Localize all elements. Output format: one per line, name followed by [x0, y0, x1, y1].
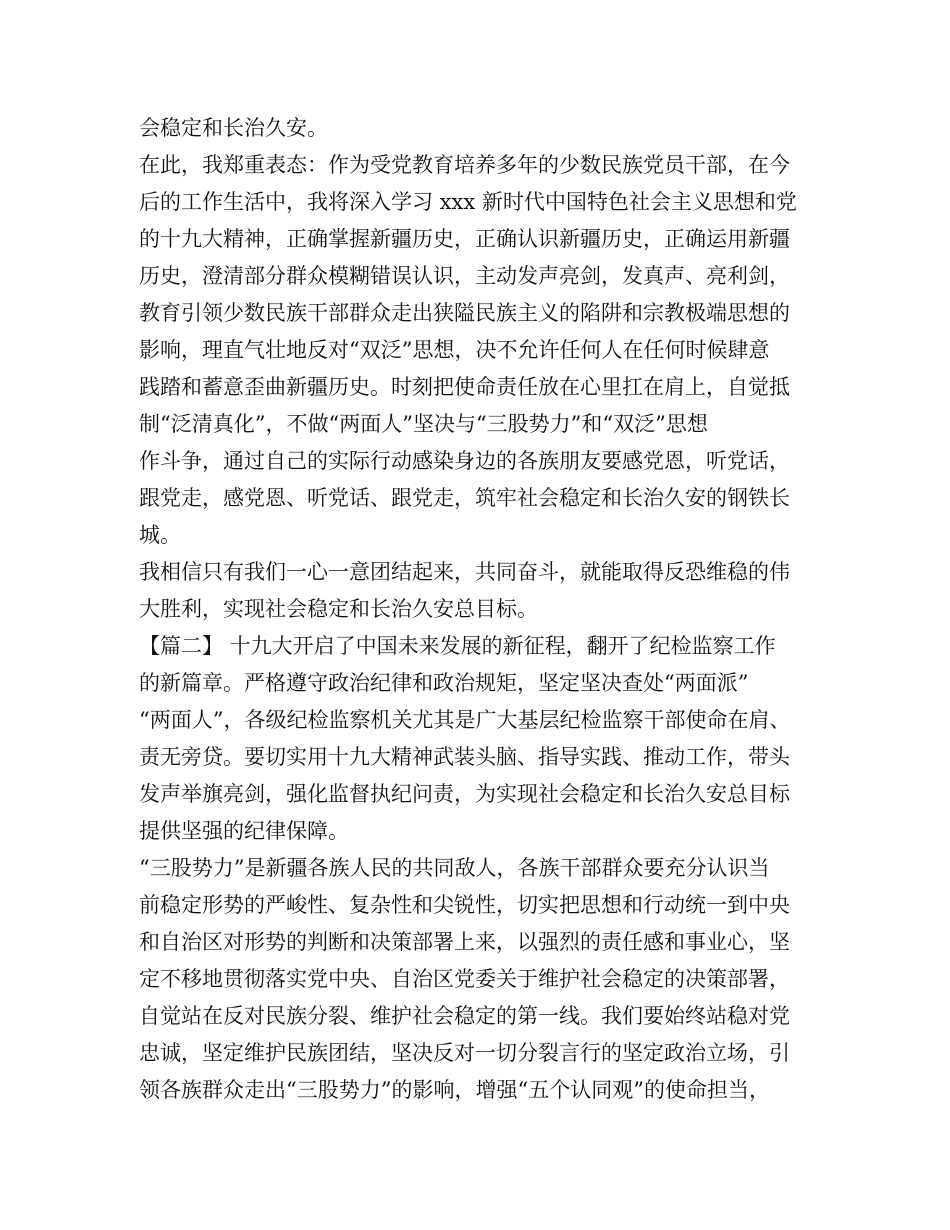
text-line: 我相信只有我们一心一意团结起来，共同奋斗，就能取得反恐维稳的伟 — [139, 560, 790, 584]
text-line: 制“泛清真化”，不做“两面人”坚决与“三股势力”和“双泛”思想 — [139, 412, 708, 436]
text-line: 和自治区对形势的判断和决策部署上来，以强烈的责任感和事业心，坚 — [139, 930, 790, 954]
text-line: 跟党走，感党恩、听党话、跟党走，筑牢社会稳定和长治久安的钢铁长 — [139, 486, 790, 510]
body-text — [139, 110, 829, 1109]
text-line: 的十九大精神，正确掌握新疆历史，正确认识新疆历史，正确运用新疆 — [139, 227, 790, 251]
section-heading-line: 【篇二】 十九大开启了中国未来发展的新征程，翻开了纪检监察工作 — [139, 634, 776, 658]
text-line: 后的工作生活中，我将深入学习 xxx 新时代中国特色社会主义思想和党 — [139, 190, 797, 214]
text-line: 发声举旗亮剑，强化监督执纪问责，为实现社会稳定和长治久安总目标 — [139, 782, 790, 806]
text-line: 教育引领少数民族干部群众走出狭隘民族主义的陷阱和宗教极端思想的 — [139, 301, 790, 325]
text-line: 责无旁贷。要切实用十九大精神武装头脑、指导实践、推动工作，带头 — [139, 745, 790, 769]
text-line: 提供坚强的纪律保障。 — [139, 819, 349, 843]
text-line: 前稳定形势的严峻性、复杂性和尖锐性，切实把思想和行动统一到中央 — [139, 893, 790, 917]
text-line: 践踏和蓄意歪曲新疆历史。时刻把使命责任放在心里扛在肩上，自觉抵 — [139, 375, 790, 399]
text-line: 影响，理直气壮地反对“双泛”思想，决不允许任何人在任何时候肆意 — [139, 338, 770, 362]
text-line: 在此，我郑重表态：作为受党教育培养多年的少数民族党员干部，在今 — [139, 153, 790, 177]
text-line: 会稳定和长治久安。 — [139, 116, 328, 140]
text-line: 自觉站在反对民族分裂、维护社会稳定的第一线。我们要始终站稳对党 — [139, 1004, 790, 1028]
text-line: 的新篇章。严格遵守政治纪律和政治规矩，坚定坚决查处“两面派” — [139, 671, 749, 695]
text-line: “三股势力”是新疆各族人民的共同敌人，各族干部群众要充分认识当 — [139, 856, 770, 880]
text-line: 定不移地贯彻落实党中央、自治区党委关于维护社会稳定的决策部署， — [139, 967, 790, 991]
text-line: 作斗争，通过自己的实际行动感染身边的各族朋友要感党恩，听党话， — [139, 449, 790, 473]
text-line: 领各族群众走出“三股势力”的影响，增强“五个认同观”的使命担当， — [139, 1078, 770, 1102]
text-line: “两面人”，各级纪检监察机关尤其是广大基层纪检监察干部使命在肩、 — [139, 708, 791, 732]
text-line: 忠诚，坚定维护民族团结，坚决反对一切分裂言行的坚定政治立场，引 — [139, 1041, 790, 1065]
text-line: 历史，澄清部分群众模糊错误认识，主动发声亮剑，发真声、亮利剑， — [139, 264, 790, 288]
text-line: 大胜利，实现社会稳定和长治久安总目标。 — [139, 597, 538, 621]
text-line: 城。 — [139, 523, 181, 547]
